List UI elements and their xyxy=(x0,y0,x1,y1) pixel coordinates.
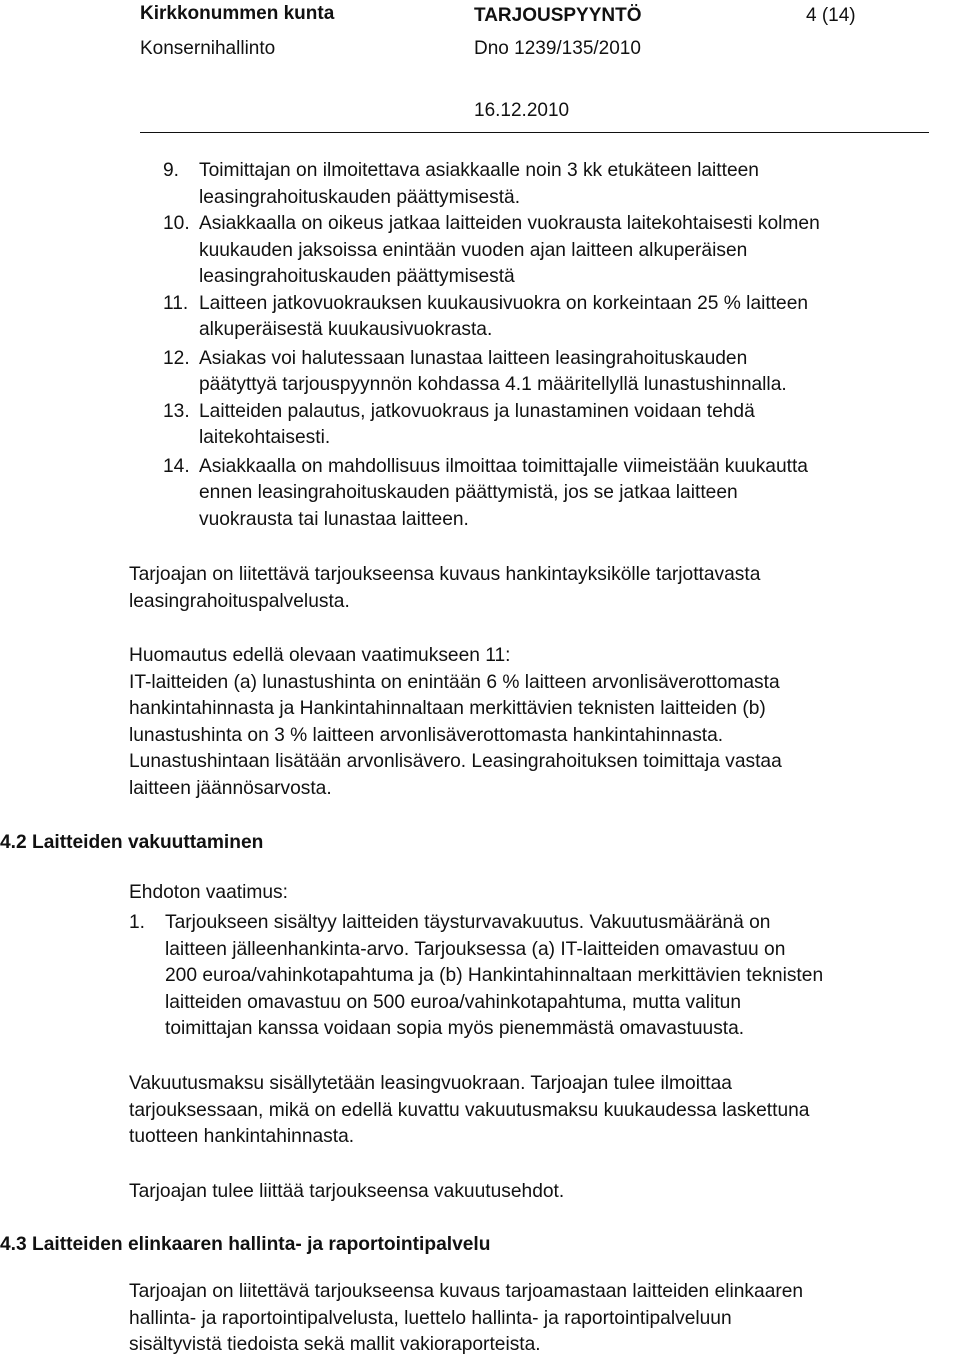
list-item-number: 1. xyxy=(129,912,146,933)
paragraph-line: sisältyvistä tiedoista sekä mallit vakioraporteista. xyxy=(129,1334,541,1355)
paragraph-line: leasingrahoituspalvelusta. xyxy=(129,590,350,612)
list-item-line: päätyttyä tarjouspyynnön kohdassa 4.1 määritellyllä lunastushinnalla. xyxy=(199,374,787,395)
list-item-line: Tarjoukseen sisältyy laitteiden täysturvavakuutus. Vakuutusmääränä on xyxy=(165,912,771,933)
list-item-line: laitteen jälleenhankinta-arvo. Tarjouksessa (a) IT-laitteiden omavastuu on xyxy=(165,938,786,960)
list-item-line: leasingrahoituskauden päättymisestä xyxy=(199,266,515,287)
list-item-line: 200 euroa/vahinkotapahtuma ja (b) Hankintahinnaltaan merkittävien teknisten xyxy=(165,965,824,986)
paragraph-line: lunastushinta on 3 % laitteen arvonlisäverottomasta hankintahinnasta. xyxy=(129,724,724,746)
list-item-line: alkuperäisestä kuukausivuokrasta. xyxy=(199,319,493,340)
list-item-number: 10. xyxy=(163,213,190,234)
paragraph-line: IT-laitteiden (a) lunastushinta on enintään 6 % laitteen arvonlisäverottomasta xyxy=(129,671,780,693)
list-item-line: leasingrahoituskauden päättymisestä. xyxy=(199,186,521,208)
list-item-line: Asiakas voi halutessaan lunastaa laitteen leasingrahoituskauden xyxy=(199,347,748,369)
list-item xyxy=(163,399,960,452)
list-item-number: 9. xyxy=(163,160,180,181)
paragraph-line: hankintahinnasta ja Hankintahinnaltaan merkittävien teknisten laitteiden (b) xyxy=(129,698,766,719)
list-item-number: 14. xyxy=(163,455,190,477)
paragraph-line: hallinta- ja raportointipalvelusta, luettelo hallinta- ja raportointipalveluun xyxy=(129,1307,732,1329)
paragraph-line: Lunastushintaan lisätään arvonlisävero. Leasingrahoituksen toimittaja vastaa xyxy=(129,751,782,772)
list-item-number: 12. xyxy=(163,347,190,369)
list-item-line: Laitteen jatkovuokrauksen kuukausivuokra on korkeintaan 25 % laitteen xyxy=(199,292,809,314)
section-heading-4-2: 4.2 Laitteiden vakuuttaminen xyxy=(0,832,264,853)
paragraph-note xyxy=(129,643,782,802)
list-item-number: 13. xyxy=(163,400,190,422)
list-item-line: ennen leasingrahoituskauden päättymistä, jos se jatkaa laitteen xyxy=(199,482,738,503)
paragraph-service-description xyxy=(129,562,760,615)
list-item xyxy=(163,291,960,344)
document-type: TARJOUSPYYNTÖ xyxy=(474,5,642,26)
list-item-line: laitekohtaisesti. xyxy=(199,427,331,448)
document-date: 16.12.2010 xyxy=(474,100,570,121)
organization-name: Kirkkonummen kunta xyxy=(140,3,335,24)
section-heading-4-3: 4.3 Laitteiden elinkaaren hallinta- ja raportointipalvelu xyxy=(0,1234,491,1255)
list-item xyxy=(163,346,960,399)
list-item xyxy=(163,211,960,291)
paragraph-line: tarjouksessaan, mikä on edellä kuvattu vakuutusmaksu kuukaudessa laskettuna xyxy=(129,1099,810,1121)
paragraph-line: Vakuutusmaksu sisällytetään leasingvuokraan. Tarjoajan tulee ilmoittaa xyxy=(129,1073,732,1094)
list-item xyxy=(163,454,960,534)
header-rule xyxy=(140,132,929,133)
paragraph-insurance-fee xyxy=(129,1071,809,1151)
list-item-line: Laitteiden palautus, jatkovuokraus ja lunastaminen voidaan tehdä xyxy=(199,400,755,422)
page-number: 4 (14) xyxy=(806,5,856,26)
paragraph-line: tuotteen hankintahinnasta. xyxy=(129,1126,355,1147)
list-item xyxy=(129,910,960,1043)
list-item-number: 11. xyxy=(163,292,189,314)
document-number: Dno 1239/135/2010 xyxy=(474,38,641,59)
paragraph-line: laitteen jäännösarvosta. xyxy=(129,777,332,799)
list-item-line: toimittajan kanssa voidaan sopia myös pienemmästä omavastuusta. xyxy=(165,1018,745,1039)
list-item-line: vuokrausta tai lunastaa laitteen. xyxy=(199,508,469,530)
list-item-line: kuukauden jaksoissa enintään vuoden ajan laitteen alkuperäisen xyxy=(199,239,748,261)
paragraph-lifecycle-service xyxy=(129,1279,803,1359)
department-name: Konsernihallinto xyxy=(140,38,276,59)
requirement-label: Ehdoton vaatimus: xyxy=(129,882,288,903)
requirements-list xyxy=(163,158,960,533)
paragraph-line: Huomautus edellä olevaan vaatimukseen 11: xyxy=(129,645,511,666)
list-item-line: Asiakkaalla on mahdollisuus ilmoittaa toimittajalle viimeistään kuukautta xyxy=(199,455,808,477)
list-item xyxy=(163,158,960,211)
list-item-line: laitteiden omavastuu on 500 euroa/vahinkotapahtuma, mutta valitun xyxy=(165,991,741,1013)
paragraph-line: Tarjoajan on liitettävä tarjoukseensa kuvaus tarjoamastaan laitteiden elinkaaren xyxy=(129,1281,804,1302)
paragraph-insurance-terms: Tarjoajan tulee liittää tarjoukseensa vakuutusehdot. xyxy=(129,1181,565,1202)
list-item-line: Toimittajan on ilmoitettava asiakkaalle noin 3 kk etukäteen laitteen xyxy=(199,160,759,181)
list-item-line: Asiakkaalla on oikeus jatkaa laitteiden vuokrausta laitekohtaisesti kolmen xyxy=(199,213,820,234)
paragraph-line: Tarjoajan on liitettävä tarjoukseensa kuvaus hankintayksikölle tarjottavasta xyxy=(129,564,761,585)
